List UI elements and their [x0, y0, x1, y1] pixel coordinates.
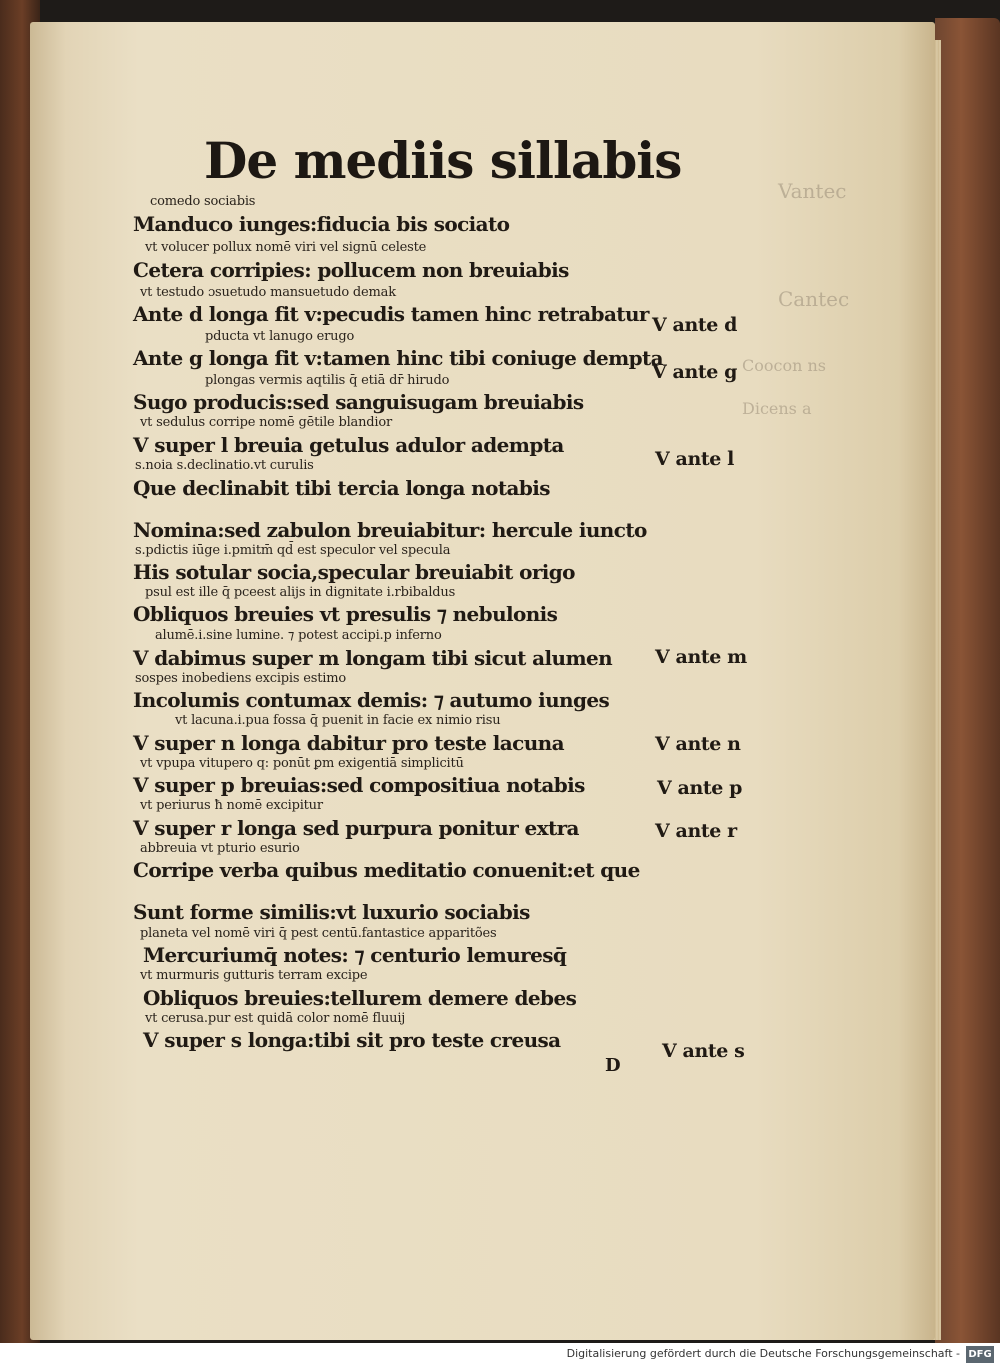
text-line: psul est ille q̄ pceest alijs in dignitate i.rbibaldus [145, 585, 456, 600]
text-line: Que declinabit tibi tercia longa notabis [133, 476, 550, 500]
margin-note: V ante g [652, 361, 738, 383]
text-line: vt testudo ɔsuetudo mansuetudo demak [140, 285, 396, 300]
margin-note: V ante s [662, 1040, 745, 1062]
text-line: Cetera corripies: pollucem non breuiabis [133, 258, 569, 282]
text-line: comedo sociabis [150, 194, 256, 209]
text-line: Manduco iunges:fiducia bis sociato [133, 212, 510, 236]
text-line: planeta vel nomē viri q̄ pest centū.fantastice apparitões [140, 926, 497, 941]
text-line: V super r longa sed purpura ponitur extra [133, 816, 579, 840]
bleed-through-3: Coocon ns [742, 356, 827, 375]
text-line: alumē.i.sine lumine. ⁊ potest accipi.p inferno [155, 628, 442, 643]
margin-note: V ante n [655, 733, 741, 755]
text-line: vt vpupa vitupero q: ponūt ꝑm exigentiā simplicitū [140, 756, 464, 771]
margin-note: V ante l [655, 448, 734, 470]
text-line: vt sedulus corripe nomē gētile blandior [140, 415, 392, 430]
text-line: Incolumis contumax demis: ⁊ autumo iunges [133, 688, 610, 712]
text-line: V dabimus super m longam tibi sicut alumen [133, 646, 613, 670]
signature-mark: D [605, 1055, 621, 1076]
text-line: V super n longa dabitur pro teste lacuna [133, 731, 564, 755]
text-line: His sotular socia,specular breuiabit origo [133, 560, 575, 584]
margin-note: V ante m [655, 646, 747, 668]
bleed-through-1: Vantec [778, 179, 847, 203]
text-line: Mercuriumq̄ notes: ⁊ centurio lemuresq̄ [143, 943, 567, 967]
text-line: Ante d longa fit v:pecudis tamen hinc retrabatur [133, 302, 649, 326]
margin-note: V ante r [655, 820, 737, 842]
text-line: Corripe verba quibus meditatio conuenit:et que [133, 858, 640, 882]
footer-text: Digitalisierung gefördert durch die Deutsche Forschungsgemeinschaft - [566, 1347, 960, 1360]
text-line: abbreuia vt pturio esurio [140, 841, 300, 856]
text-line: vt periurus ħ nomē excipitur [140, 798, 323, 813]
text-line: Obliquos breuies vt presulis ⁊ nebulonis [133, 602, 558, 626]
footer-bar [0, 1343, 1000, 1367]
text-line: Obliquos breuies:tellurem demere debes [143, 986, 577, 1010]
text-line: V super p breuias:sed compositiua notabis [133, 773, 585, 797]
text-line: vt volucer pollux nomē viri vel signū celeste [145, 240, 427, 255]
text-line: vt lacuna.i.pua fossa q̄ puenit in facie ex nimio risu [175, 713, 501, 728]
text-line: plongas vermis aqtilis q̄ etiā dr̄ hirudo [205, 373, 450, 388]
text-line: s.noia s.declinatio.vt curulis [135, 458, 314, 473]
bleed-through-4: Dicens a [742, 399, 812, 418]
margin-note: V ante p [657, 777, 743, 799]
text-line: V super l breuia getulus adulor adempta [133, 433, 564, 457]
text-line: s.pdictis iūge i.pmitm̄ qd̄ est speculor vel specula [135, 543, 451, 558]
text-line: Sugo producis:sed sanguisugam breuiabis [133, 390, 584, 414]
bleed-through-2: Cantec [778, 287, 850, 311]
margin-note: V ante d [652, 314, 738, 336]
text-line: Sunt forme similis:vt luxurio sociabis [133, 900, 530, 924]
text-line: Nomina:sed zabulon breuiabitur: hercule iuncto [133, 518, 647, 542]
binding-cover-right [935, 18, 1000, 1353]
dfg-logo-icon: DFG [966, 1346, 994, 1363]
text-line: pducta vt lanugo erugo [205, 329, 355, 344]
text-line: vt murmuris gutturis terram excipe [140, 968, 368, 983]
text-line: sospes inobediens excipis estimo [135, 671, 346, 686]
text-line: vt cerusa.pur est quidā color nomē fluuij [145, 1011, 406, 1026]
page-title: De mediis sillabis [204, 131, 682, 190]
text-line: V super s longa:tibi sit pro teste creusa [143, 1028, 561, 1052]
text-line: Ante g longa fit v:tamen hinc tibi coniuge dempta [133, 346, 664, 370]
